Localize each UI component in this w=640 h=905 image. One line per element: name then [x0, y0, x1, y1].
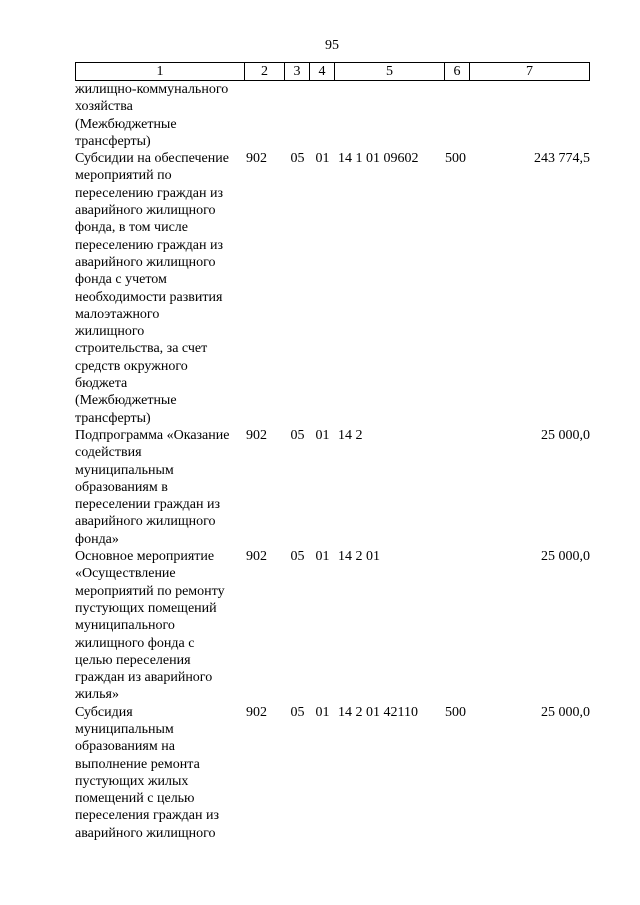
row-target-article	[335, 548, 445, 704]
description-line: «Осуществление	[75, 566, 176, 582]
description-line: целью переселения	[75, 652, 191, 668]
description-line: Субсидия	[75, 704, 133, 720]
description-line: мероприятий по	[75, 168, 172, 184]
header-col-7: 7	[470, 62, 590, 81]
row-target-article	[335, 81, 445, 150]
budget-table	[75, 62, 590, 842]
row-amount-value: 25 000,0	[541, 427, 590, 443]
row-section	[285, 81, 310, 150]
row-subsection	[310, 548, 335, 704]
row-section	[285, 427, 310, 548]
row-expense-type	[445, 704, 470, 842]
row-expense-type	[445, 548, 470, 704]
row-subsection	[310, 150, 335, 427]
description-line: муниципальным	[75, 462, 174, 478]
description-line: муниципальным	[75, 721, 174, 737]
row-expense-type	[445, 150, 470, 427]
row-target-article-value: 14 2	[338, 427, 363, 443]
row-section-value: 05	[290, 549, 305, 565]
table-body	[75, 81, 590, 842]
header-col-1: 1	[75, 62, 245, 81]
row-amount-value: 243 774,5	[534, 151, 590, 167]
row-description	[75, 548, 245, 704]
row-subsection-value: 01	[315, 704, 330, 720]
row-ministry-code	[245, 150, 285, 427]
row-expense-type	[445, 81, 470, 150]
row-target-article-value: 14 1 01 09602	[338, 151, 419, 167]
description-line: трансферты)	[75, 133, 151, 149]
row-ministry-code	[245, 548, 285, 704]
row-ministry-code-value: 902	[246, 427, 267, 443]
description-line: выполнение ремонта	[75, 756, 200, 772]
description-line: переселению граждан из	[75, 237, 223, 253]
description-line: малоэтажного	[75, 306, 160, 322]
row-description	[75, 704, 245, 842]
header-col-5: 5	[335, 62, 445, 81]
row-section	[285, 150, 310, 427]
row-ministry-code	[245, 427, 285, 548]
description-line: образованиям на	[75, 739, 175, 755]
row-target-article-value: 14 2 01 42110	[338, 704, 418, 720]
description-line: муниципального	[75, 618, 175, 634]
description-line: мероприятий по ремонту	[75, 583, 225, 599]
description-line: бюджета	[75, 376, 128, 392]
description-line: необходимости развития	[75, 289, 223, 305]
row-expense-type-value: 500	[445, 151, 466, 167]
row-expense-type-value: 500	[445, 704, 466, 720]
description-line: (Межбюджетные	[75, 393, 177, 409]
description-line: средств окружного	[75, 358, 188, 374]
row-subsection-value: 01	[315, 549, 330, 565]
description-line: переселению граждан из	[75, 185, 223, 201]
header-col-2: 2	[245, 62, 285, 81]
row-section-value: 05	[290, 704, 305, 720]
row-target-article-value: 14 2 01	[338, 549, 380, 565]
description-line: переселении граждан из	[75, 497, 221, 513]
description-line: фонда»	[75, 531, 119, 547]
row-section-value: 05	[290, 151, 305, 167]
row-amount	[470, 150, 590, 427]
header-col-6: 6	[445, 62, 470, 81]
description-line: помещений с целью	[75, 791, 195, 807]
table-row	[75, 150, 590, 427]
description-line: жилищно-коммунального	[75, 82, 229, 97]
row-target-article	[335, 427, 445, 548]
row-amount-value: 25 000,0	[541, 549, 590, 565]
description-line: аварийного жилищного	[75, 514, 216, 530]
description-line: хозяйства	[75, 99, 133, 115]
description-line: содействия	[75, 445, 142, 461]
description-line: переселения граждан из	[75, 808, 219, 824]
row-ministry-code	[245, 704, 285, 842]
description-line: трансферты)	[75, 410, 151, 426]
row-description	[75, 81, 245, 150]
row-section	[285, 548, 310, 704]
row-ministry-code-value: 902	[246, 549, 267, 565]
description-line: строительства, за счет	[75, 341, 208, 357]
table-header-row	[75, 62, 590, 81]
row-amount	[470, 81, 590, 150]
description-line: (Межбюджетные	[75, 116, 177, 132]
row-subsection	[310, 427, 335, 548]
description-line: жилищного	[75, 324, 145, 340]
row-description	[75, 427, 245, 548]
description-line: Основное мероприятие	[75, 549, 215, 565]
row-expense-type	[445, 427, 470, 548]
description-line: пустующих помещений	[75, 600, 217, 616]
row-target-article	[335, 704, 445, 842]
row-amount	[470, 427, 590, 548]
description-line: фонда, в том числе	[75, 220, 188, 236]
description-line: фонда с учетом	[75, 272, 167, 288]
description-line: аварийного жилищного	[75, 254, 216, 270]
row-ministry-code	[245, 81, 285, 150]
row-amount	[470, 704, 590, 842]
description-line: граждан из аварийного	[75, 670, 213, 686]
row-amount-value: 25 000,0	[541, 704, 590, 720]
row-subsection	[310, 81, 335, 150]
description-line: жилищного фонда с	[75, 635, 195, 651]
description-line: Подпрограмма «Оказание	[75, 427, 230, 443]
row-amount	[470, 548, 590, 704]
table-row	[75, 704, 590, 842]
row-section	[285, 704, 310, 842]
header-col-4: 4	[310, 62, 335, 81]
row-target-article	[335, 150, 445, 427]
description-line: пустующих жилых	[75, 773, 189, 789]
row-subsection-value: 01	[315, 427, 330, 443]
page-number: 95	[325, 38, 339, 53]
row-ministry-code-value: 902	[246, 704, 267, 720]
row-section-value: 05	[290, 427, 305, 443]
row-description	[75, 150, 245, 427]
table-row	[75, 427, 590, 548]
row-ministry-code-value: 902	[246, 151, 267, 167]
description-line: аварийного жилищного	[75, 203, 216, 219]
header-col-3: 3	[285, 62, 310, 81]
description-line: аварийного жилищного	[75, 825, 216, 841]
description-line: Субсидии на обеспечение	[75, 151, 229, 167]
row-subsection-value: 01	[315, 151, 330, 167]
table-row	[75, 548, 590, 704]
description-line: образованиям в	[75, 479, 168, 495]
table-row	[75, 81, 590, 150]
description-line: жилья»	[75, 687, 119, 703]
row-subsection	[310, 704, 335, 842]
